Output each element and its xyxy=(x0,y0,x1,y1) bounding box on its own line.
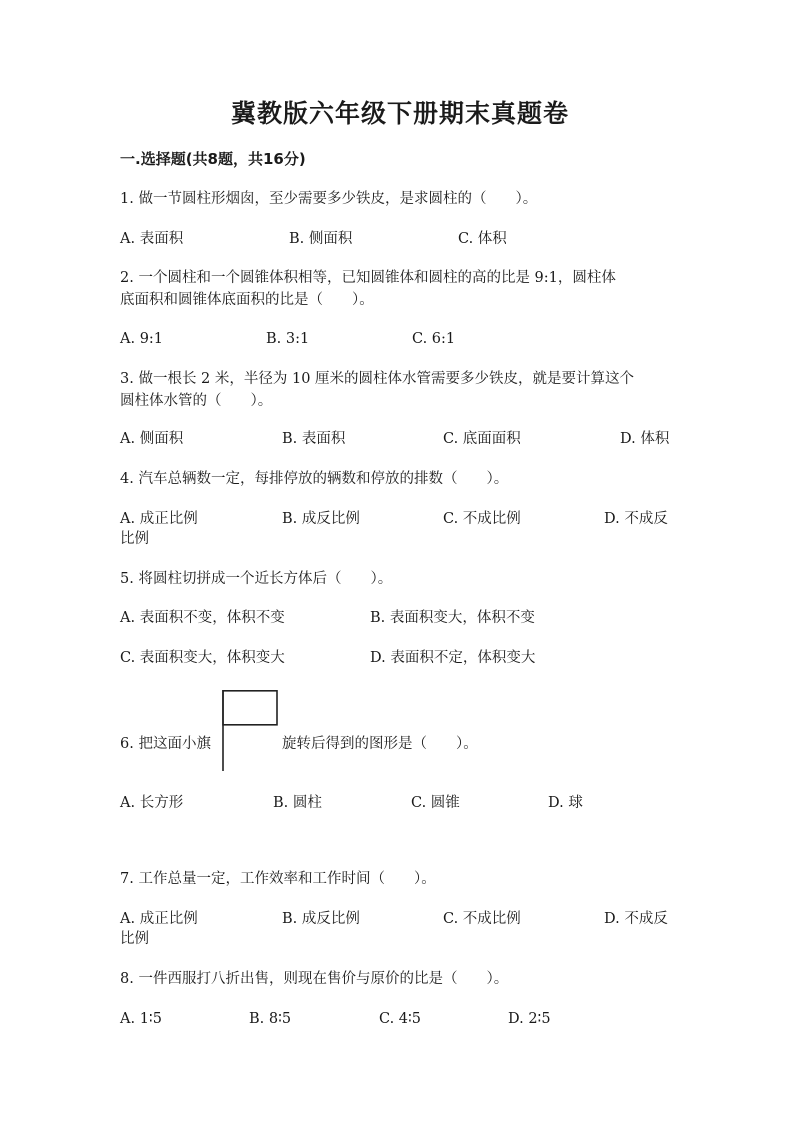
q2-option-c: C. 6:1 xyxy=(412,331,456,347)
question-3-line-2: 圆柱体水管的（ ）。 xyxy=(120,393,273,409)
q6-option-c: C. 圆锥 xyxy=(411,795,460,811)
q2-option-b: B. 3:1 xyxy=(266,331,310,347)
q3-option-d: D. 体积 xyxy=(620,431,670,447)
question-7: 7. 工作总量一定，工作效率和工作时间（ ）。 xyxy=(120,871,436,887)
section-title: 一.选择题(共8题，共16分) xyxy=(120,150,306,168)
q7-option-d: D. 不成反 xyxy=(604,911,668,927)
question-8: 8. 一件西服打八折出售，则现在售价与原价的比是（ ）。 xyxy=(120,971,509,987)
q7-option-d-wrap: 比例 xyxy=(120,931,149,947)
question-5: 5. 将圆柱切拼成一个近长方体后（ ）。 xyxy=(120,571,393,587)
q5-option-b: B. 表面积变大，体积不变 xyxy=(370,610,535,626)
q6-option-b: B. 圆柱 xyxy=(273,795,322,811)
question-6-before: 6. 把这面小旗 xyxy=(120,736,211,752)
flag-figure xyxy=(218,690,282,772)
question-3-line-1: 3. 做一根长 2 米，半径为 10 厘米的圆柱体水管需要多少铁皮，就是要计算这个 xyxy=(120,371,635,387)
q6-option-d: D. 球 xyxy=(548,795,583,811)
q5-option-d: D. 表面积不定，体积变大 xyxy=(370,650,536,666)
page-title: 冀教版六年级下册期末真题卷 xyxy=(230,99,569,128)
question-1: 1. 做一节圆柱形烟囱，至少需要多少铁皮，是求圆柱的（ ）。 xyxy=(120,191,538,207)
q5-option-a: A. 表面积不变，体积不变 xyxy=(120,610,285,626)
q1-option-b: B. 侧面积 xyxy=(289,231,353,247)
q8-option-d: D. 2∶5 xyxy=(508,1011,551,1027)
question-2-line-2: 底面积和圆锥体底面积的比是（ ）。 xyxy=(120,292,374,308)
q8-option-c: C. 4∶5 xyxy=(379,1011,422,1027)
q3-option-a: A. 侧面积 xyxy=(120,431,184,447)
q1-option-a: A. 表面积 xyxy=(120,231,184,247)
q6-option-a: A. 长方形 xyxy=(120,795,184,811)
q1-option-c: C. 体积 xyxy=(458,231,507,247)
q5-option-c: C. 表面积变大，体积变大 xyxy=(120,650,285,666)
question-2-line-1: 2. 一个圆柱和一个圆锥体积相等，已知圆锥体和圆柱的高的比是 9:1，圆柱体 xyxy=(120,270,616,286)
question-4: 4. 汽车总辆数一定，每排停放的辆数和停放的排数（ ）。 xyxy=(120,471,509,487)
q4-option-d: D. 不成反 xyxy=(604,511,668,527)
q4-option-c: C. 不成比例 xyxy=(443,511,521,527)
q3-option-b: B. 表面积 xyxy=(282,431,346,447)
q4-option-a: A. 成正比例 xyxy=(120,511,198,527)
q7-option-a: A. 成正比例 xyxy=(120,911,198,927)
q7-option-c: C. 不成比例 xyxy=(443,911,521,927)
q4-option-d-wrap: 比例 xyxy=(120,531,149,547)
q8-option-b: B. 8∶5 xyxy=(249,1011,292,1027)
q3-option-c: C. 底面面积 xyxy=(443,431,521,447)
q4-option-b: B. 成反比例 xyxy=(282,511,360,527)
q7-option-b: B. 成反比例 xyxy=(282,911,360,927)
q2-option-a: A. 9:1 xyxy=(120,331,164,347)
question-6-after: 旋转后得到的图形是（ ）。 xyxy=(282,736,478,752)
q8-option-a: A. 1∶5 xyxy=(120,1011,162,1027)
